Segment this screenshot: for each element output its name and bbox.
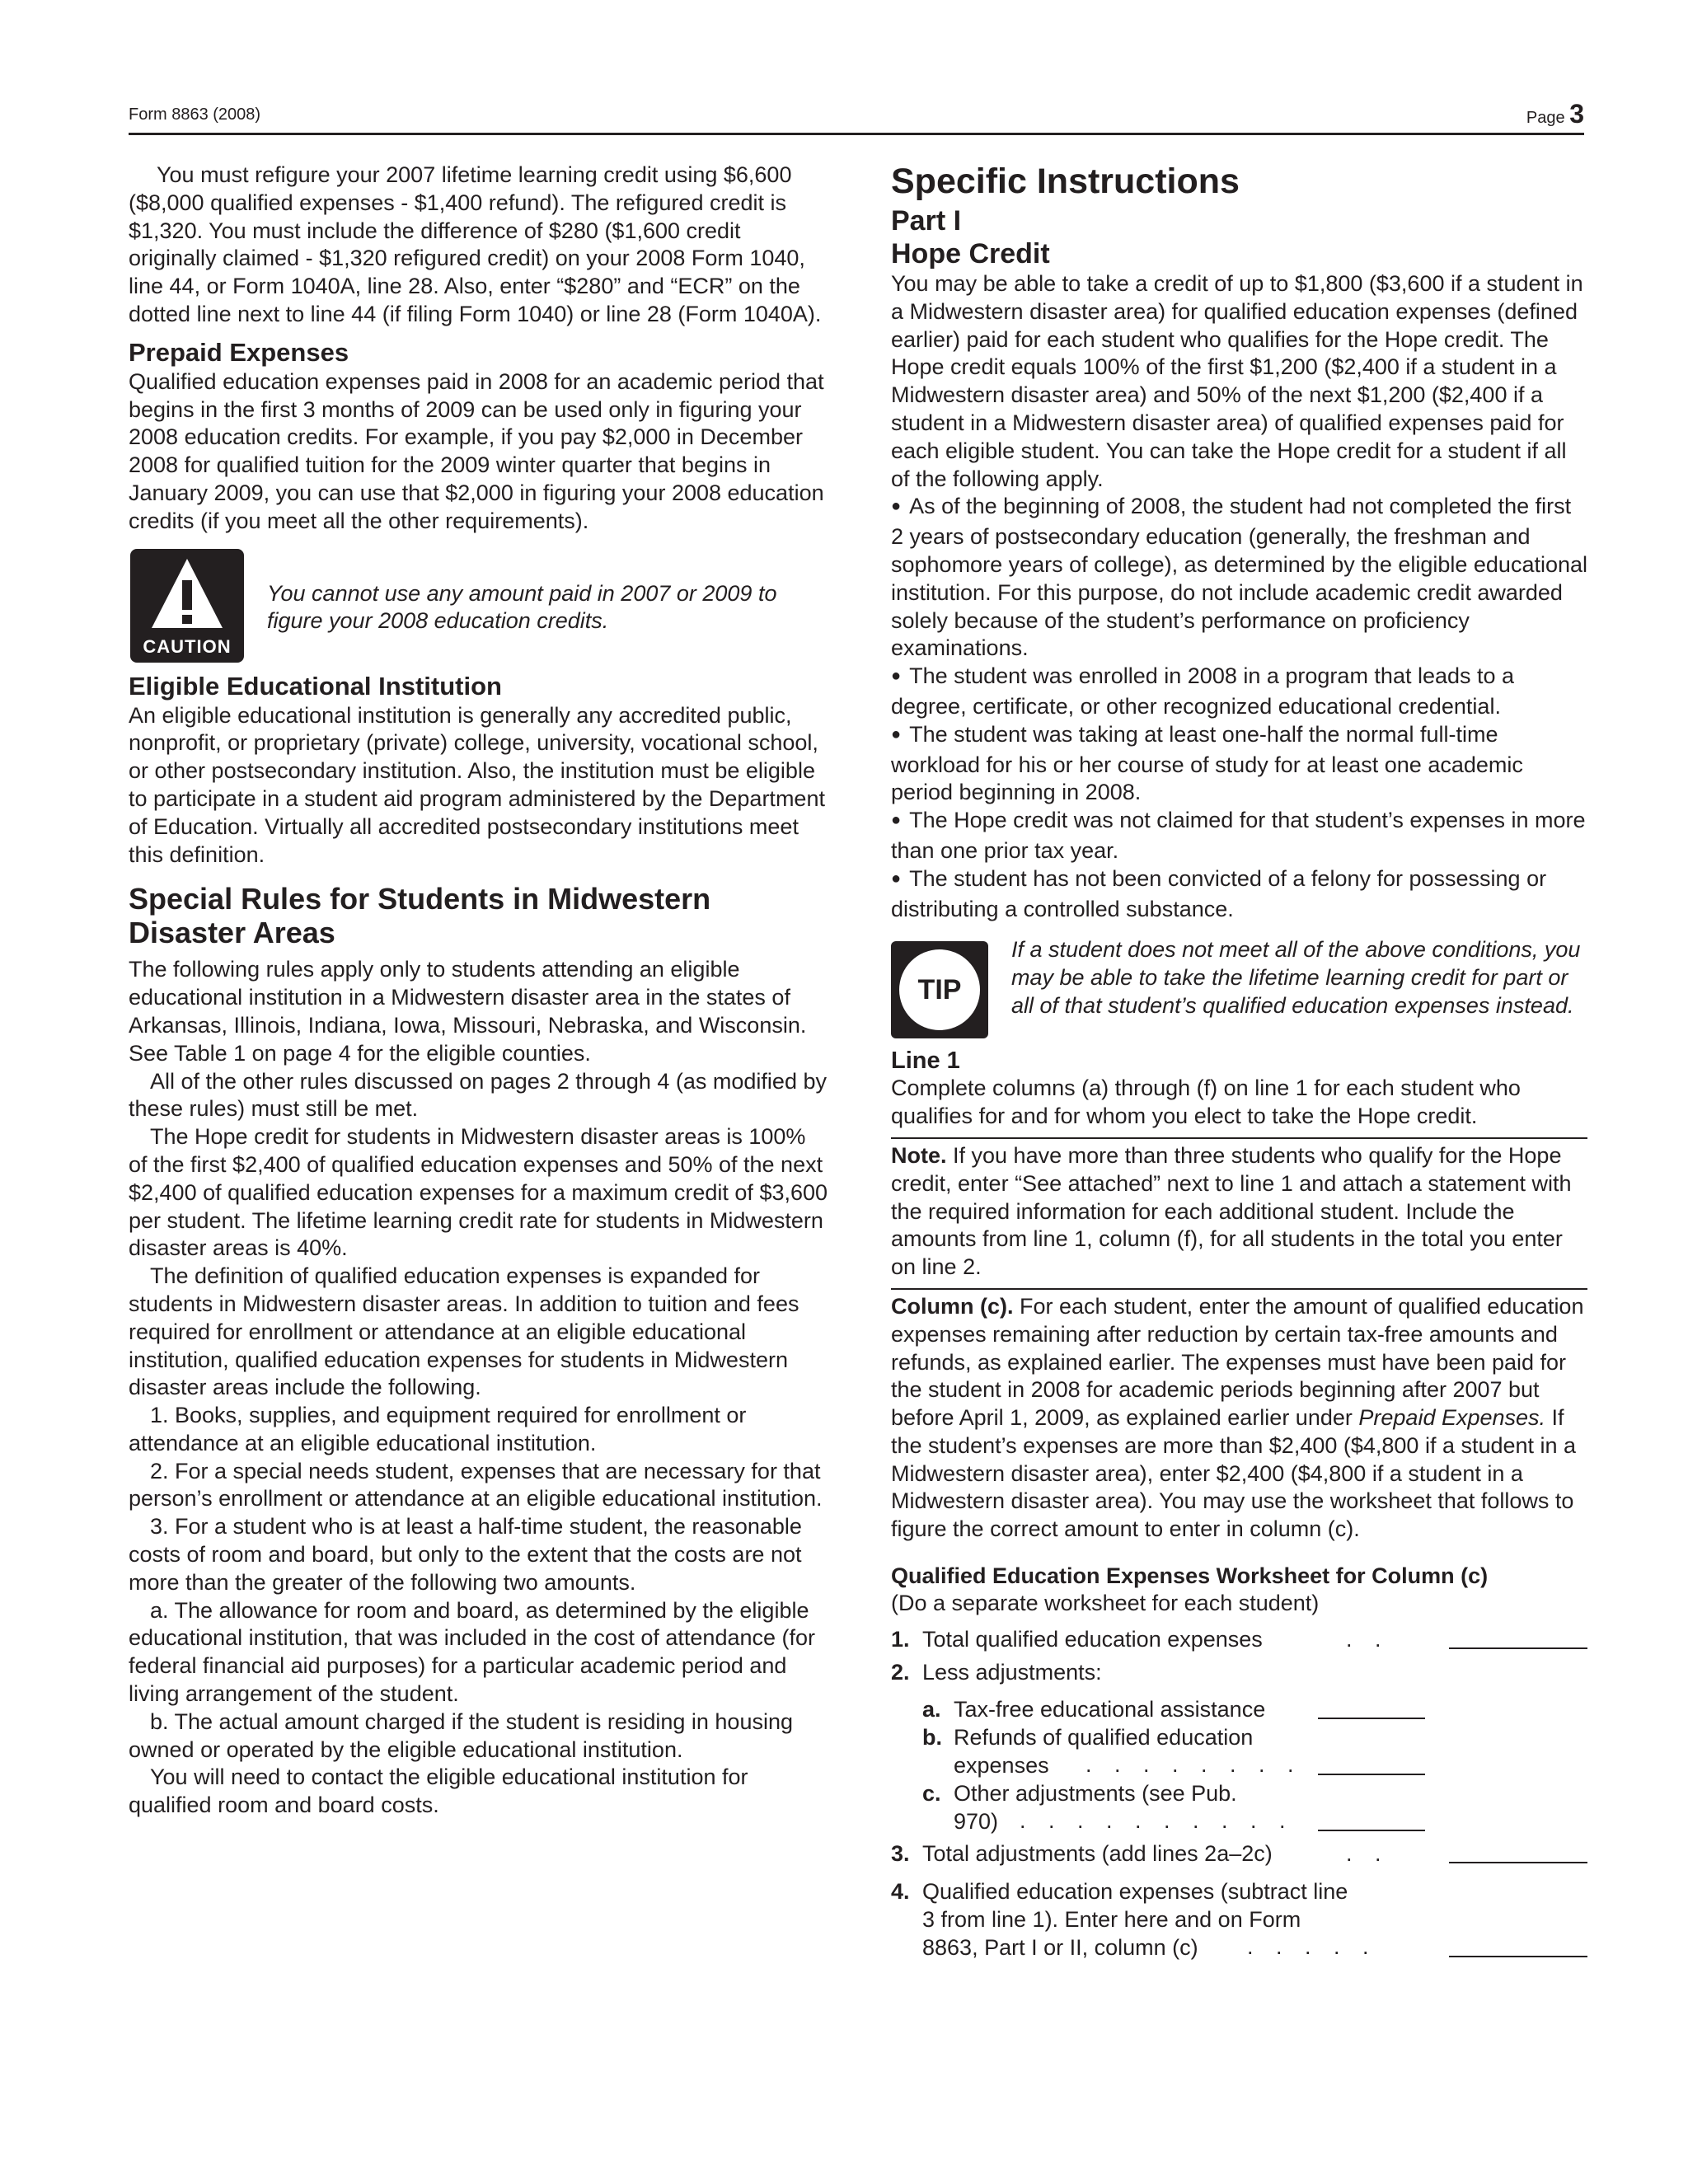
line-2a-input[interactable]	[1318, 1718, 1425, 1719]
page-number-label: Page 3	[1526, 99, 1584, 129]
prepaid-expenses-paragraph: Qualified education expenses paid in 2008 for an academic period that begins in the first 3 months of 2009 can be used only in figuring your 2008 education credits. For example, if you pay $2,000 in December 2008 for qualified tuition for the 2009 winter quarter that begins in January 2009, you can use that $2,000 in figuring your 2008 education credits (if you meet all the other requirements).	[129, 368, 824, 533]
caution-text: You cannot use any amount paid in 2007 or 2009 to figure your 2008 education credits.	[267, 580, 777, 634]
note-label: Note.	[891, 1142, 947, 1168]
worksheet-title: Qualified Education Expenses Worksheet for Column (c)	[891, 1563, 1489, 1589]
eligible-institution-heading: Eligible Educational Institution	[129, 671, 502, 701]
list-item: ● The student has not been convicted of a felony for possessing or distributing a controlled substance.	[891, 865, 1587, 924]
note-section	[891, 1137, 1587, 1282]
worksheet	[891, 1562, 1587, 1962]
page-title: Specific Instructions	[891, 162, 1240, 201]
eligible-institution-paragraph: An eligible educational institution is generally any accredited public, nonprofit, or proprietary (private) college, university, vocational school, or other postsecondary institution. Also, the institution must be eligible to participate in a student aid program administered by the Department of Education. Virtually all accredited postsecondary institutions meet this definition.	[129, 702, 825, 867]
worksheet-line-4: 4. Qualified education expenses (subtract line 3 from line 1). Enter here and on Form 8863, Part I or II, column (c) . . . . .	[891, 1878, 1587, 1961]
page-number: 3	[1569, 99, 1584, 129]
refigure-paragraph: You must refigure your 2007 lifetime learning credit using $6,600 ($8,000 qualified expenses - $1,400 refund). The refigured credit is $1,320. You must include the difference of $280 ($1,600 credit originally claimed - $1,320 refigured credit) on your 2008 Form 1040, line 44, or Form 1040A, line 28. Also, enter “$280” and “ECR” on the dotted line next to line 44 (if filing Form 1040) or line 28 (Form 1040A).	[129, 162, 822, 326]
column-c-label: Column (c).	[891, 1293, 1014, 1319]
special-rules-paragraph-2: All of the other rules discussed on pages 2 through 4 (as modified by these rules) must still be met.	[129, 1068, 827, 1122]
column-c-section	[891, 1288, 1587, 1544]
expense-item-3a: a. The allowance for room and board, as determined by the eligible educational institution, that was included in the cost of attendance (for federal financial aid purposes) for a particular academic period and living arrangement of the student.	[129, 1597, 816, 1707]
list-item: ● The student was taking at least one-half the normal full-time workload for his or her course of study for at least one academic period beginning in 2008.	[891, 721, 1587, 807]
line-1-paragraph: Complete columns (a) through (f) on line 1 for each student who qualifies for and for whom you elect to take the Hope credit.	[891, 1076, 1521, 1129]
special-rules-heading: Special Rules for Students in Midwestern Disaster Areas	[129, 882, 711, 950]
list-item: ● The student was enrolled in 2008 in a program that leads to a degree, certificate, or other recognized educational credential.	[891, 663, 1587, 721]
expense-item-2: 2. For a special needs student, expenses that are necessary for that person’s enrollment or attendance at an eligible educational institution.	[129, 1458, 823, 1511]
line-2c-input[interactable]	[1318, 1830, 1425, 1831]
caution-note	[129, 546, 829, 669]
worksheet-line-3: 3. Total adjustments (add lines 2a–2c) . .	[891, 1840, 1587, 1868]
worksheet-subtitle: (Do a separate worksheet for each student)	[891, 1591, 1320, 1616]
worksheet-line-2a: a. Tax-free educational assistance	[891, 1696, 1587, 1724]
tip-label: TIP	[899, 949, 980, 1030]
expense-item-3: 3. For a student who is at least a half-time student, the reasonable costs of room and board, but only to the extent that the costs are not more than the greater of the following two amounts.	[129, 1514, 802, 1595]
contact-paragraph: You will need to contact the eligible educational institution for qualified room and board costs.	[129, 1765, 748, 1818]
hope-credit-paragraph: You may be able to take a credit of up to $1,800 ($3,600 if a student in a Midwestern disaster area) for qualified education expenses (defined earlier) paid for each student who qualifies for the Hope credit. The Hope credit equals 100% of the first $1,200 ($2,400 if a student in a Midwestern disaster area) and 50% of the next $1,200 ($2,400 if a student in a Midwestern disaster area) of qualified expenses paid for each eligible student. You can take the Hope credit for a student if all of the following apply.	[891, 271, 1583, 491]
tip-text: If a student does not meet all of the above conditions, you may be able to take the lifetime learning credit for part or all of that student’s qualified education expenses instead.	[1011, 937, 1581, 1018]
line-1-heading: Line 1	[891, 1047, 960, 1075]
special-rules-paragraph-3: The Hope credit for students in Midwestern disaster areas is 100% of the first $2,400 of qualified education expenses and 50% of the next $2,400 of qualified education expenses for a maximum credit of $3,600 per student. The lifetime learning credit rate for students in Midwestern disaster areas is 40%.	[129, 1124, 828, 1261]
worksheet-line-2c: c. Other adjustments (see Pub. 970) . . . . . . . . . .	[891, 1780, 1587, 1836]
tip-icon	[891, 941, 988, 1038]
line-3-input[interactable]	[1449, 1862, 1587, 1863]
caution-icon	[130, 549, 244, 663]
right-column	[891, 162, 1587, 1962]
list-item: ● The Hope credit was not claimed for that student’s expenses in more than one prior tax year.	[891, 807, 1587, 865]
tip-note	[891, 936, 1587, 1062]
note-paragraph: Note. If you have more than three students who qualify for the Hope credit, enter “See attached” next to line 1 and attach a statement with the required information for each additional student. Include the amounts from line 1, column (f), for all students in the total you enter on line 2.	[891, 1142, 1572, 1280]
caution-label: CAUTION	[143, 635, 232, 657]
worksheet-line-1: 1. Total qualified education expenses . .	[891, 1626, 1587, 1654]
prepaid-expenses-heading: Prepaid Expenses	[129, 337, 349, 367]
expense-item-3b: b. The actual amount charged if the student is residing in housing owned or operated by the eligible educational institution.	[129, 1708, 793, 1762]
line-2b-input[interactable]	[1318, 1774, 1425, 1775]
worksheet-line-2b: b. Refunds of qualified education expenses . . . . . . . .	[891, 1724, 1587, 1780]
form-label: Form 8863 (2008)	[129, 105, 261, 124]
part-heading: Part I	[891, 205, 962, 237]
warning-triangle-icon	[148, 555, 226, 633]
page-header	[129, 99, 1584, 135]
worksheet-line-2: 2. Less adjustments:	[891, 1659, 1102, 1685]
column-c-paragraph: Column (c). For each student, enter the amount of qualified education expenses remaining after reduction by certain tax-free amounts and refunds, as explained earlier. The expenses must have been paid for the student in 2008 for academic periods beginning after 2007 but before April 1, 2009, as explained earlier under Prepaid Expenses. If the student’s expenses are more than $2,400 ($4,800 if a student in a Midwestern disaster area), enter $2,400 ($4,800 if a student in a Midwestern disaster area). You may use the worksheet that follows to figure the correct amount to enter in column (c).	[891, 1293, 1584, 1542]
special-rules-paragraph-4: The definition of qualified education expenses is expanded for students in Midwestern disaster areas. In addition to tuition and fees required for enrollment or attendance at an eligible educational institution, qualified education expenses for students in Midwestern disaster areas include the following.	[129, 1263, 799, 1400]
special-rules-paragraph-1: The following rules apply only to students attending an eligible educational institution in a Midwestern disaster area in the states of Arkansas, Illinois, Indiana, Iowa, Missouri, Nebraska, and Wisconsin. See Table 1 on page 4 for the eligible counties.	[129, 957, 807, 1066]
left-column	[129, 162, 829, 1820]
line-1-input[interactable]	[1449, 1647, 1587, 1649]
expense-item-1: 1. Books, supplies, and equipment required for enrollment or attendance at an eligible educational institution.	[129, 1403, 747, 1455]
hope-credit-heading: Hope Credit	[891, 238, 1050, 269]
line-4-input[interactable]	[1449, 1956, 1587, 1957]
list-item: ● As of the beginning of 2008, the student had not completed the first 2 years of postsecondary education (generally, the freshman and sophomore years of college), as determined by the eligible educational institution. For this purpose, do not include academic credit awarded solely because of the student’s performance on proficiency examinations.	[891, 493, 1587, 663]
